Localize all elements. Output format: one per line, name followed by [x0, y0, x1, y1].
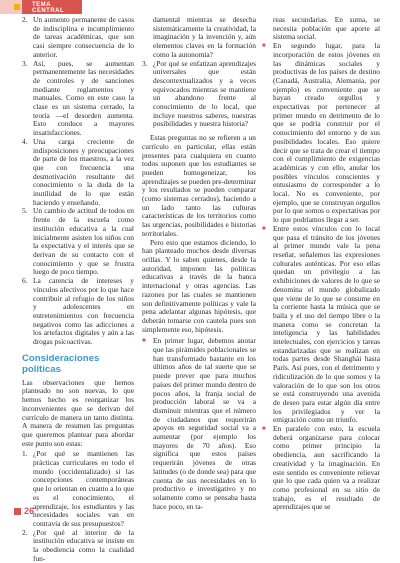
continued-text: damental mientras se desecha sistemáticamente la creatividad, la imaginación y la invención y, aún elementos claves en la formación como la autonomía?	[153, 15, 256, 59]
list-item: 3. Así, pues, se aumentan permanentemente las necesidades de controles y de sanciones mediante reglamentos y manuales. Como en este caso la clase es un sistema cerrado, la teoría —el desorden aumenta. Esto conduce a mayores insatisfacciones.	[22, 58, 134, 138]
list-item: ■ En primer lugar, debemos anotar que las pirámides poblacionales se han transformado bastante en los últimos años de tal suerte que se puede prever que para muchos países del primer mundo dentro de pocos años, la franja social de producción laboral se va a disminuir mientras que el número de ciudadanos que requerirán apoyos en seguridad social va a aumentar (por ejemplo los mayores de 70 años). Eso significa que estos países requerirán jóvenes de otras latitudes (o de donde sea) para que cuenta de sus necesidades en lo productivo e investigativo y no solamente como se pensaba hasta hace poco, en ta-	[142, 336, 256, 511]
hypothesis-list	[262, 42, 380, 512]
list-item: 5. Un cambio de actitud de todos en frente de la escuela como institución educativa a la cual inicialmente asisten los niños con la expectativa y el interés que se derivan de su contacto con el conocimiento y que se frustra luego de poco tiempo.	[22, 206, 134, 277]
continued-text: reas secundarias. En suma, se necesita población que aporte al sistema social.	[273, 15, 380, 42]
list-item: 2. Un aumento permanente de casos de indisciplina e incumplimiento de tareas académicas, que son casi siempre consecuencia de lo anterior.	[22, 15, 134, 59]
question-list	[142, 60, 256, 130]
list-item: 3. ¿Por qué se enfatizan aprendizajes universales que están descontextualizados y a veces equivocados mientras se mantiene un abandono frente al conocimiento de lo local, que incluye nuestros saberes, nuestras posibilidades y nuestra historia?	[142, 58, 256, 129]
footer-marker-icon	[14, 508, 21, 515]
list-item: ■ En segundo lugar, para la incorporación de estos jóvenes en las dinámicas sociales y productivas de los países de destino (Canadá, Australia, Alemania, por ejemplo) es conveniente que se hayan creado orgullos y expectativas por pertenecer al primer mundo en detrimento de lo que se podría construir por el conocimiento del entorno y de sus posibilidades locales. Eso quiere decir que se trata de crear el tiempo con el cumplimiento de exigencias académicas y con ello, anular los posibles vínculos conscientes y entusiasmo de corresponder a lo local. No es conveniente, por ejemplo, que se construyan orgullos por lo que somos o expectativas por lo que podríamos llegar a ser.	[262, 41, 380, 225]
column-1	[22, 16, 134, 563]
section-tag: TEMA CENTRAL	[32, 2, 65, 14]
intro-paragraph: Las observaciones que hemos planteado no son nuevas, lo que hemos hecho es reorganizar los inconvenientes que se derivan del currículo de manera un tanto distinta. A manera de resumen las preguntas que queremos plantear para abordar este punto son estas:	[22, 377, 134, 448]
list-item: 4. Una carga creciente de indisposiciones y preocupaciones de parte de los maestros, a la vez que con frecuencia una desmotivación resultante del conocimiento o la duda de la inutilidad de lo que están haciendo y enseñando.	[22, 136, 134, 207]
bullet-icon: ■	[262, 43, 266, 50]
section-title: Consideraciones políticas	[22, 352, 100, 375]
body-paragraph: Estas preguntas no se refieren a un currículo en particular, ellas están presentes para cualquiera en cuanto todos suponen que los estudiantes se pueden homogeneizar, los aprendizajes se pueden pre-determinar y los resultados se pueden comparar (como sistemas cerrados), haciendo a un lado tanto las culturas características de los territorios como las urgencias, posibilidades e historias territoriales.	[142, 133, 256, 238]
list-item: 2. ¿Por qué al interior de la institución educativa se insiste en la obediencia como la cualidad fun-	[22, 527, 134, 563]
column-2	[142, 16, 256, 511]
body-paragraph: Pero esto que estamos diciendo, lo han planteado muchos desde diversas orillas. Y lo saben quienes, desde la autoridad, imponen las políticas educativas a través de la banca internacional y otras agencias. Las razones por las cuales se mantienen son definitivamente políticas y vale la pena adelantar algunas hipótesis, que deberán tomarse con cautela pues son simplemente eso, hipótesis.	[142, 237, 256, 334]
page-number: 26	[14, 506, 34, 516]
section-header	[0, 0, 400, 14]
list-item: 6. La carencia de intereses y vínculos afectivos por lo que hace contribuir al refugio de los niños y adolescentes en entretenimientos con frecuencia negativos como las adicciones a los artefactos digitales y aún a las drogas psicoactivas.	[22, 276, 134, 347]
list-item: ■ En paralelo con esto, la escuela deberá organizarse para colocar como primer principio la obediencia, aun sacrificando la creatividad y la imaginación. En este sentido es conveniente relievar que lo que cada quien va a realizar como profesional en su sitio de trabajo, es el resultado de aprendizajes que se	[262, 424, 380, 512]
section-tab	[22, 0, 82, 14]
list-item: 1. ¿Por qué se mantienen las prácticas curriculares en todo el mundo (occidentalizado) si las concepciones contemporáneas que lo orientan en cuanto a lo que es el conocimiento, el aprendizaje, los estudiantes y las necesidades sociales van en contravía de sus presupuestos?	[22, 449, 134, 528]
bullet-icon: ■	[262, 426, 266, 433]
question-list	[22, 450, 134, 563]
bullet-icon: ■	[142, 338, 146, 345]
hypothesis-list	[142, 337, 256, 511]
bullet-icon: ■	[262, 225, 266, 232]
problem-list	[22, 16, 134, 347]
list-item: ■ Entre estos vínculos con lo local que pasa el tránsito de los jóvenes al primer mundo vale la pena reseñar, señalemos las expresiones culturales auténticas. Por eso ellas quedan un privilegio a las exhibiciones de valores de lo que se denomina el mundo globalizado que viene de lo que se consume en la corriente hasta la música que se baila y el uso del tiempo libre o la manera como se concretan la inteligencia y las habilidades intelectuales, con ejercicios y tareas estandarizadas que se realizan en todas partes desde Shanghái hasta París. Así pues, con el detrimento y ridiculización de lo que somos y la valoración de lo que son los otros se está construyendo una avenida de deseo para estar algún día entre los privilegiados y ver la emigración como un triunfo.	[262, 223, 380, 425]
column-3	[262, 16, 380, 512]
header-marker-icon	[14, 4, 20, 10]
